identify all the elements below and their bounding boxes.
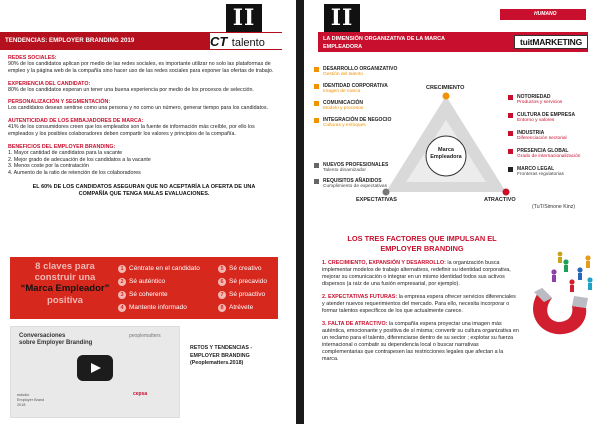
book-gutter	[296, 0, 304, 424]
key-item	[218, 301, 276, 314]
key-item	[218, 288, 276, 301]
item-title: DESARROLLO ORGANIZATIVO	[323, 66, 398, 72]
video-title-line: sobre Employer Branding	[19, 340, 93, 346]
item-title: CULTURA DE EMPRESA	[517, 112, 576, 118]
item-title: MARCO LEGAL	[517, 166, 555, 172]
highlight-text: EL 60% DE LOS CANDIDATOS ASEGURAN QUE NO ACEPTARÍA LA OFERTA DE UNA COMPAÑÍA QUE TENGA MALAS EVALUACIONES.	[32, 183, 256, 197]
header-title-line: EMPLEADORA	[323, 44, 363, 50]
magnet-attracting-people-illustration	[522, 250, 596, 340]
section-heading: EXPERIENCIA DEL CANDIDATO:	[8, 80, 91, 87]
item-sub: Grado de internacionalización	[517, 154, 581, 159]
right-page	[304, 0, 600, 424]
item-marker-square	[508, 149, 513, 154]
video-footer-line: 2018	[17, 403, 26, 407]
ct-talento-logo	[210, 33, 282, 49]
key-text: Atrévete	[229, 304, 254, 311]
eight-keys-banner	[10, 257, 278, 319]
factors-title	[324, 234, 520, 254]
item-sub: Imagen de marca	[323, 89, 361, 94]
section-tag: HUMANO	[500, 9, 586, 20]
key-text: Sé precavido	[229, 278, 267, 285]
key-item	[118, 301, 214, 314]
banner-title-line: positiva	[47, 295, 83, 306]
key-item	[118, 262, 214, 275]
factor-text: la empresa espera ofrecer servicios diferenciales y atender nuevos requerimientos del mercado. Para ello, necesita incorporar o formar talentos específicos de los que actualmente carece.	[322, 294, 516, 314]
key-number: 3	[118, 291, 126, 299]
key-item	[218, 275, 276, 288]
item-marker-square	[508, 95, 513, 100]
section-text: 80% de los candidatos esperan un tener una buena experiencia por medio de los procesos de selección.	[8, 86, 254, 93]
caption-line: RETOS Y TENDENCIAS -	[190, 345, 253, 351]
item-title: INTEGRACIÓN DE NEGOCIO	[323, 117, 392, 123]
logo-ct: CT	[210, 34, 228, 49]
video-brand: peoplematters	[129, 333, 161, 339]
key-number: 6	[218, 278, 226, 286]
video-caption	[190, 345, 286, 368]
item-sub: Talento dinamizador	[323, 168, 366, 173]
item-sub: Productos y servicios	[517, 100, 563, 105]
tuitmarketing-logo: tuitMARKETING	[514, 35, 588, 49]
item-sub: Fronteras regulatorias	[517, 172, 564, 177]
item-marker-square	[314, 67, 319, 72]
item-marker-square	[314, 101, 319, 106]
section-text: 90% de los candidatos aplican por medio de las redes sociales, es importante utilizar no solo las plataformas de empleo y la página web de la compañía sino hacer uso de las redes sociales para exponer las ofertas de trabajo.	[8, 61, 274, 74]
section-heading: AUTENTICIDAD DE LOS EMBAJADORES DE MARCA:	[8, 118, 144, 125]
diagram-item	[314, 178, 387, 189]
caption-line: EMPLOYER BRANDING	[190, 352, 250, 359]
vertex-dot-left	[383, 189, 390, 196]
item-title: PRESENCIA GLOBAL	[517, 148, 569, 154]
keys-col-1	[118, 262, 214, 314]
item-title: IDENTIDAD CORPORATIVA	[323, 83, 388, 89]
key-item	[118, 275, 214, 288]
factors-body	[322, 260, 520, 363]
diagram-credit: (TuT/Simone Kinz)	[532, 204, 576, 210]
page-number: II	[324, 4, 360, 32]
benefits-heading: BENEFICIOS DEL EMPLOYER BRANDING:	[8, 143, 116, 150]
vertex-dot-right	[503, 189, 510, 196]
key-text: Sé creativo	[229, 265, 262, 272]
key-number: 2	[118, 278, 126, 286]
key-number: 8	[218, 304, 226, 312]
key-item	[218, 262, 276, 275]
center-label	[426, 147, 466, 161]
factor-text: la compañía espera proyectar una imagen más auténtica, emocionante y positiva de sí misma; convertir su cultura organizativa en un reclamo para el talento, diferenciarse dentro de su sector ; explotar su fuerza internacional o combatir su dependencia local o buscar narrativas complementarias que contrapesen las restricciones legales que afectan a la marca.	[322, 321, 519, 362]
banner-title-line: construir una	[34, 272, 96, 283]
benefit-item: 2. Mejor grado de adecuación de los candidatos a la vacante	[8, 156, 151, 163]
vertex-label-top: CRECIMIENTO	[426, 85, 465, 91]
vertex-label-left: EXPECTATIVAS	[356, 197, 397, 203]
article-body	[8, 52, 280, 198]
key-text: Sé auténtico	[129, 278, 166, 285]
key-text: Sé coherente	[129, 291, 168, 298]
key-number: 1	[118, 265, 126, 273]
factor-heading: 3. FALTA DE ATRACTIVO:	[322, 321, 388, 327]
item-sub: Culturas y enfoques	[323, 123, 366, 128]
benefit-item: 3. Menos coste por la contratación	[8, 163, 89, 170]
left-page	[0, 0, 296, 424]
video-title-line: Conversaciones	[19, 333, 66, 339]
item-title: COMUNICACIÓN	[323, 100, 363, 106]
item-marker-square	[508, 113, 513, 118]
diagram-item	[314, 83, 388, 94]
item-sub: Cumplimiento de expectativas	[323, 184, 387, 189]
section-text: Los candidatos desean sentirse como una persona y no como un número, generar tiempo para los candidatos.	[8, 105, 269, 112]
diagram-item	[314, 162, 388, 173]
factors-title-line: EMPLOYER BRANDING	[380, 244, 464, 253]
section-heading: REDES SOCIALES:	[8, 55, 57, 61]
factor-heading: 1. CRECIMIENTO, EXPANSIÓN Y DESARROLLO:	[322, 260, 446, 266]
item-marker-square	[508, 167, 513, 172]
center-label-line: Marca	[438, 147, 454, 153]
banner-title-line: “Marca Empleador”	[20, 283, 110, 294]
employer-brand-diagram	[314, 56, 594, 216]
item-marker-square	[508, 131, 513, 136]
benefit-item: 4. Aumento de la ratio de retención de los colaboradores	[8, 170, 141, 177]
section-heading: PERSONALIZACIÓN Y SEGMENTACIÓN:	[8, 99, 111, 106]
section-text: 41% de los consumidores creen que los empleados son la fuente de información más creíble, por ello los empleados y los posibles colaboradores deben compartir los valores y principios de la compañía.	[8, 124, 255, 137]
diagram-item	[314, 100, 363, 111]
diagram-item	[314, 117, 391, 128]
sponsor-logo: cepsa	[133, 391, 148, 397]
video-footer-line: estudio	[17, 393, 30, 397]
diagram-item	[508, 94, 562, 105]
video-footer-line: Employer Brand	[17, 398, 45, 402]
factor-heading: 2. EXPECTATIVAS FUTURAS:	[322, 294, 398, 300]
key-text: Mantente informado	[129, 304, 187, 311]
item-sub: Gestión del talento	[323, 72, 364, 77]
item-marker-square	[314, 163, 319, 168]
diagram-item	[508, 112, 575, 123]
item-sub: Diferenciación sectorial	[517, 136, 567, 141]
play-button[interactable]	[77, 355, 113, 381]
vertex-label-right: ATRACTIVO	[484, 197, 516, 203]
vertex-dot-top	[443, 93, 450, 100]
video-thumbnail[interactable]	[10, 326, 180, 418]
key-text: Céntrate en el candidato	[129, 265, 200, 272]
item-title: INDUSTRIA	[517, 130, 545, 136]
header-title-line: LA DIMENSIÓN ORGANIZATIVA DE LA MARCA	[323, 36, 446, 42]
diagram-item	[508, 166, 564, 177]
diagram-item	[314, 66, 397, 77]
factor-text: la organización busca implementar modelos de trabajo alternativos, redefinir su identidad corporativa, mejorar su comunicación o integrar en un mismo identidad todos sus activos dispersos (a raíz de una fusión empresarial, por ejemplo).	[322, 260, 511, 287]
factors-title-line: LOS TRES FACTORES QUE IMPULSAN EL	[347, 234, 497, 243]
item-marker-square	[314, 118, 319, 123]
item-sub: Entorno y valores	[517, 118, 555, 123]
item-title: REQUISITOS AÑADIDOS	[323, 178, 382, 184]
item-marker-square	[314, 179, 319, 184]
key-number: 4	[118, 304, 126, 312]
caption-line: (Peoplematters.2018)	[190, 360, 244, 366]
banner-title-line: 8 claves para	[35, 261, 95, 272]
key-item	[118, 288, 214, 301]
key-number: 7	[218, 291, 226, 299]
key-number: 5	[218, 265, 226, 273]
logo-talento: talento	[231, 37, 265, 49]
item-marker-square	[314, 84, 319, 89]
item-title: NUEVOS PROFESIONALES	[323, 162, 389, 168]
factor-paragraph	[322, 260, 520, 288]
play-icon	[91, 363, 101, 373]
diagram-item	[508, 130, 567, 141]
banner-title	[14, 261, 116, 306]
item-title: NOTORIEDAD	[517, 94, 551, 100]
factor-paragraph	[322, 321, 520, 363]
factor-paragraph	[322, 294, 520, 315]
header-title: TENDENCIAS: EMPLOYER BRANDING 2019	[5, 37, 135, 44]
page-number: II	[226, 4, 262, 32]
keys-col-2	[218, 262, 276, 314]
key-text: Sé proactivo	[229, 291, 266, 298]
benefit-item: 1. Mayor cantidad de candidatos para la vacante	[8, 149, 123, 156]
item-sub: Modelo y procesos	[323, 106, 364, 111]
center-label-line: Empleadora	[430, 154, 462, 160]
diagram-item	[508, 148, 580, 159]
